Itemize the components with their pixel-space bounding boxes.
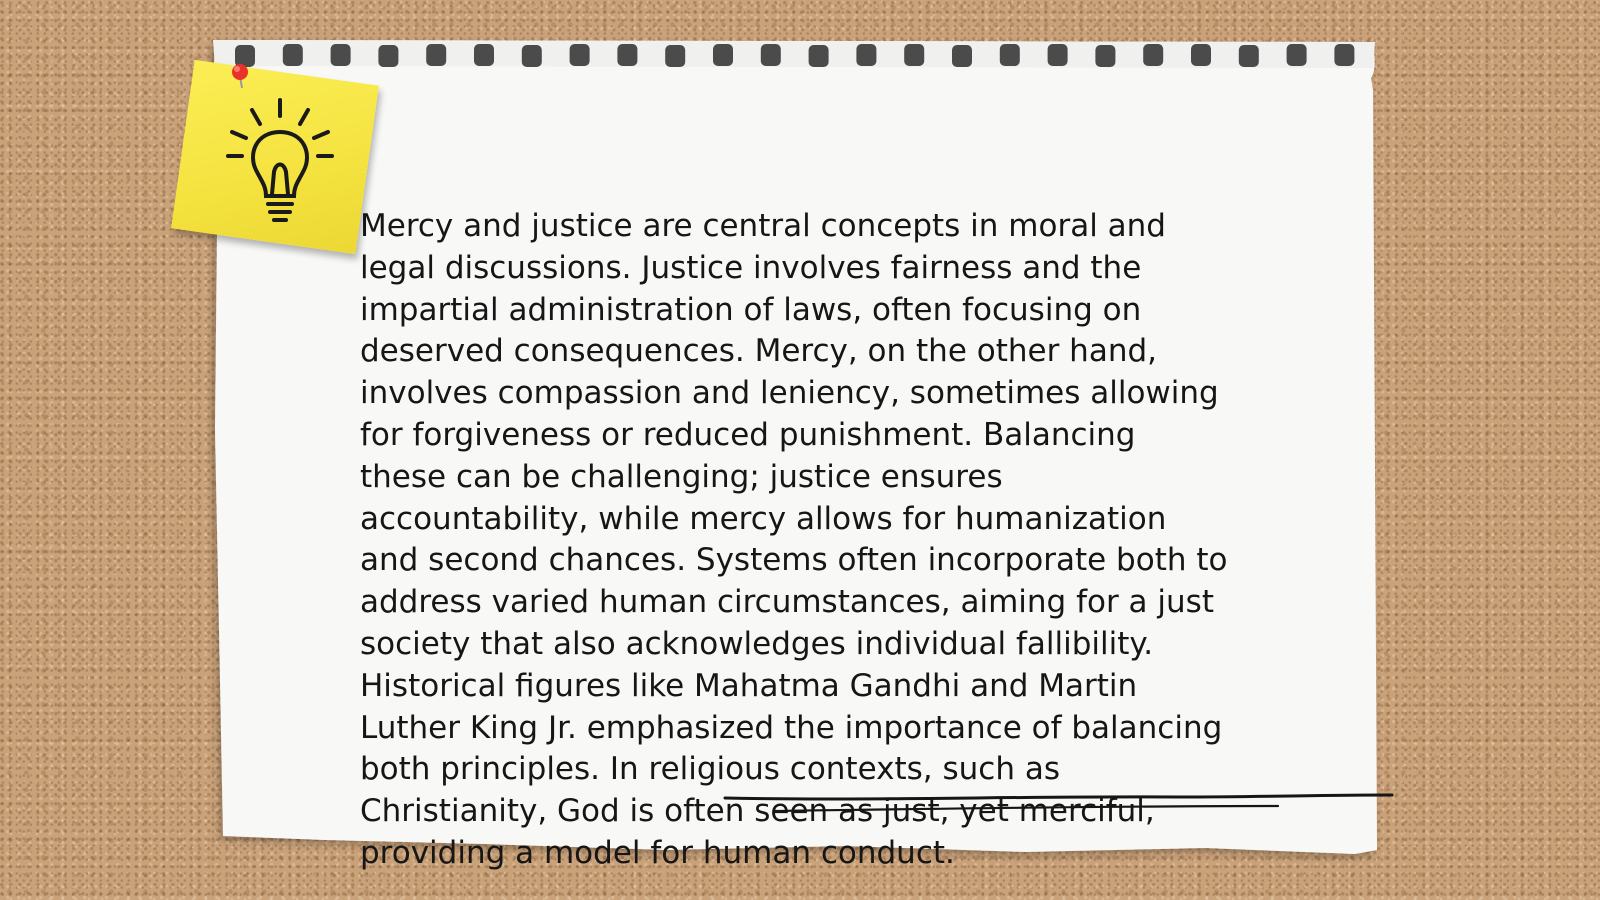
note-paragraph: Mercy and justice are central concepts in moral and legal discussions. Justice involves fairness and the impartial administration of laws, often focusing on deserved consequences. Mercy, on the other hand, involves compassion and leniency, sometimes allowing for forgiveness or reduced punishment. Balancing these can be challenging; justice ensures accountability, while mercy allows for humanization and second chances. Systems often incorporate both to address varied human circumstances, aiming for a just society that also acknowledges individual fallibility. Historical figures like Mahatma Gandhi and Martin Luther King Jr. emphasized the importance of balancing both principles. In religious contexts, such as Christianity, God is often seen as just, yet merciful, providing a model for human conduct. [360, 208, 1228, 871]
perforation-hole [1334, 44, 1354, 66]
perforation-hole [665, 45, 685, 67]
perforation-hole [1048, 44, 1068, 66]
perforation-hole [283, 44, 303, 66]
perforation-hole [570, 44, 590, 66]
perforation-hole [1287, 44, 1307, 66]
perforation-hole [1191, 44, 1211, 66]
perforation-hole [856, 44, 876, 66]
lightbulb-icon [222, 92, 342, 232]
perforation-hole [378, 45, 398, 67]
perforation-hole [426, 44, 446, 66]
perforation-hole [761, 44, 781, 66]
push-pin-icon [228, 60, 252, 90]
perforation-hole [1239, 45, 1259, 67]
perforation-hole [331, 44, 351, 66]
perforation-hole [809, 45, 829, 67]
perforation-hole [617, 44, 637, 66]
scribble-underline [720, 786, 1400, 826]
perforation-hole [1143, 44, 1163, 66]
perforation-hole [713, 44, 733, 66]
perforation-hole [1000, 44, 1020, 66]
perforation-hole [522, 45, 542, 67]
perforation-hole [474, 44, 494, 66]
perforation-hole [952, 45, 972, 67]
perforation-hole [1095, 45, 1115, 67]
perforation-hole [904, 44, 924, 66]
